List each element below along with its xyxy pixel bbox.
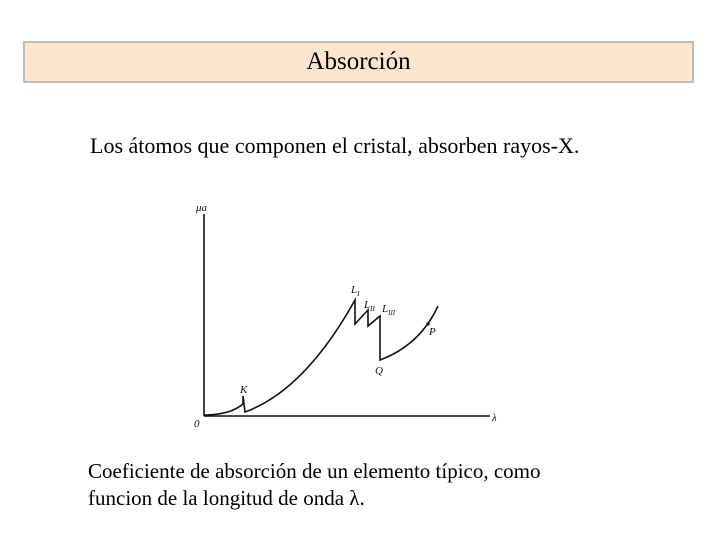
figure-caption — [88, 458, 541, 512]
edge-label-l3-sub: III — [388, 309, 396, 317]
y-axis-label: μa — [196, 202, 208, 214]
edge-label-l1-main: L — [351, 284, 358, 296]
edge-label-l2-sub: II — [370, 305, 375, 313]
edge-label-l2-main: L — [364, 299, 371, 311]
point-label-p: P — [429, 326, 436, 338]
absorption-curve — [204, 300, 438, 415]
origin-label: 0 — [194, 418, 200, 430]
edge-label-l3-main: L — [382, 303, 389, 315]
edge-label-l1 — [350, 284, 360, 298]
slide-title: Absorción — [306, 48, 411, 75]
point-label-q: Q — [375, 365, 383, 377]
caption-line-1: Coeficiente de absorción de un elemento típico, como — [88, 459, 541, 483]
edge-label-k: K — [240, 384, 248, 396]
x-axis-label: λ — [492, 412, 497, 424]
edge-label-l2 — [363, 299, 375, 313]
edge-label-l1-sub: I — [357, 290, 360, 298]
intro-text: Los átomos que componen el cristal, absorben rayos-X. — [90, 133, 580, 158]
caption-line-2: funcion de la longitud de onda λ. — [88, 486, 365, 510]
edge-label-l3 — [381, 303, 396, 317]
